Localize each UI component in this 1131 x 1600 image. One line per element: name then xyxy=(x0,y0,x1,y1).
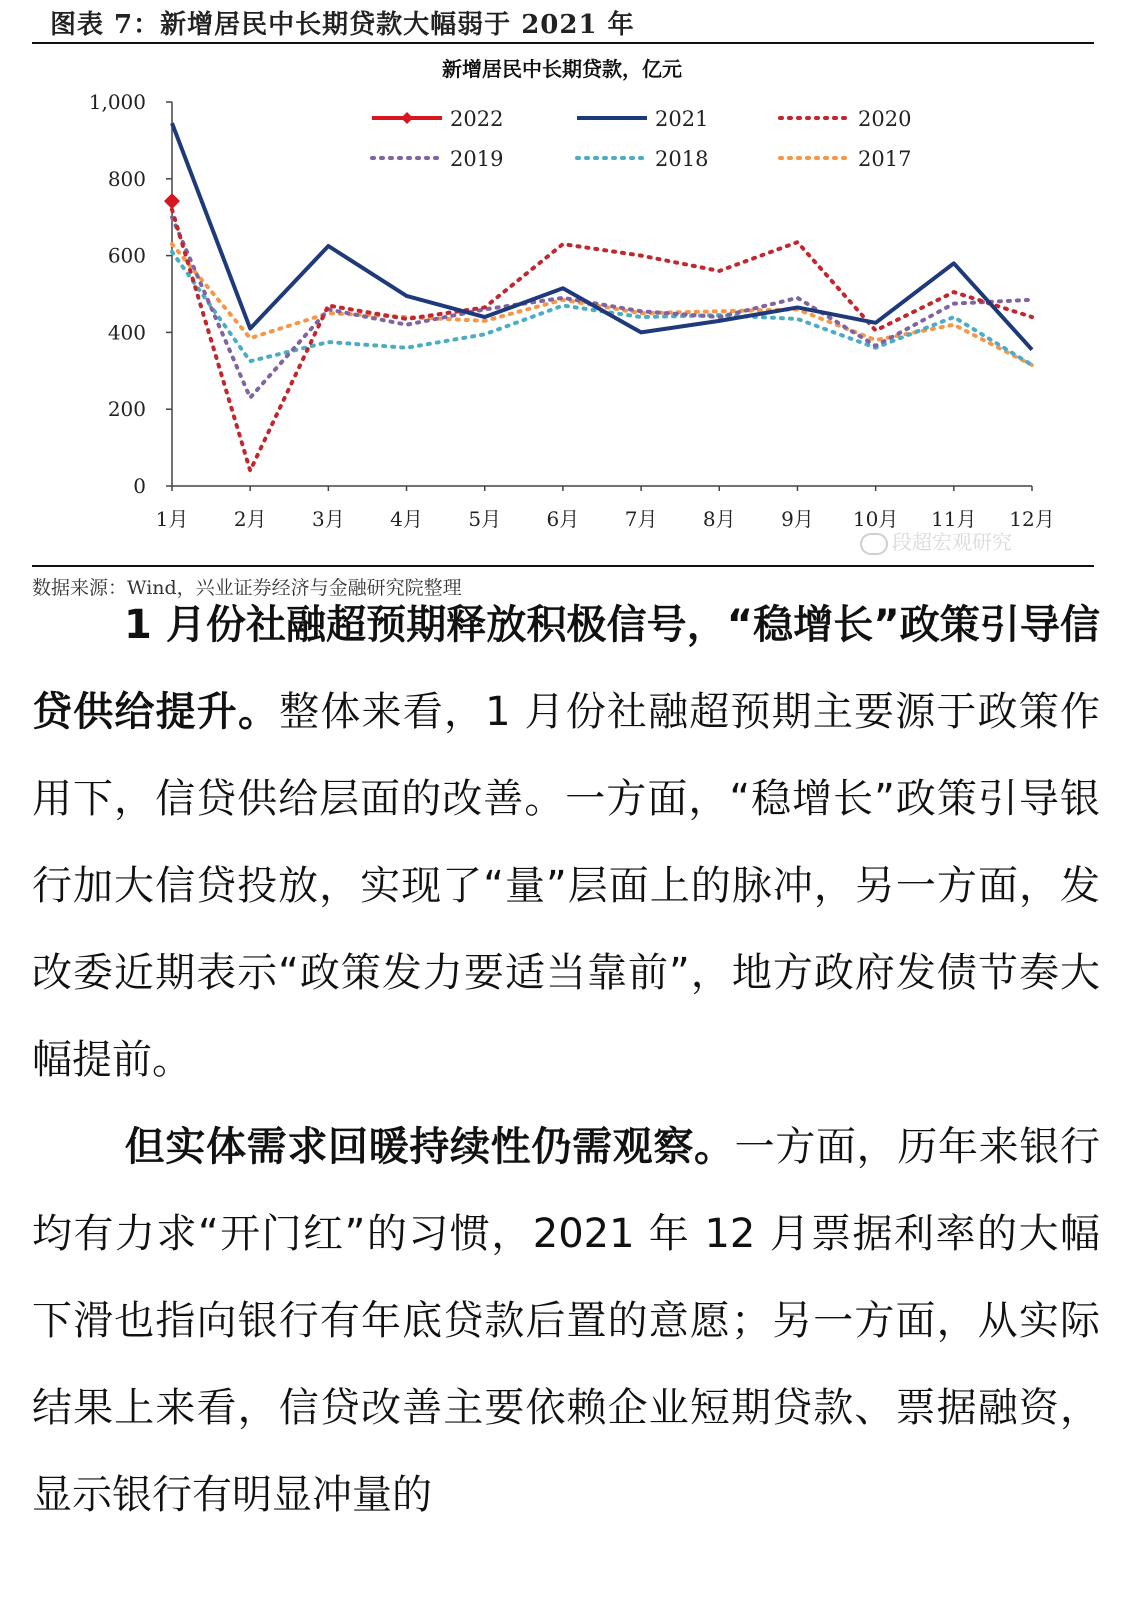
legend-label-2019: 2019 xyxy=(450,147,504,171)
paragraph-2-body: 一方面，历年来银行均有力求“开门红”的习惯，2021 年 12 月票据利率的大幅下滑也指向银行有年底贷款后置的意愿；另一方面，从实际结果上来看，信贷改善主要依赖企业短期贷款、票据融资，显示银行有明显冲量的 xyxy=(32,1124,1101,1518)
wechat-icon xyxy=(860,533,888,555)
x-tick-label: 10月 xyxy=(852,507,899,531)
paragraph-2 xyxy=(32,1104,1100,1539)
x-tick-label: 6月 xyxy=(546,507,580,531)
x-tick-label: 1月 xyxy=(155,507,189,531)
legend-label-2021: 2021 xyxy=(655,107,709,131)
legend-label-2017: 2017 xyxy=(858,147,912,171)
y-tick-label: 800 xyxy=(107,166,146,191)
figure-bottom-rule xyxy=(32,565,1094,567)
x-tick-label: 4月 xyxy=(390,507,423,531)
y-tick-label: 400 xyxy=(107,320,146,345)
paragraph-1 xyxy=(32,582,1100,1104)
legend-marker-2022 xyxy=(401,112,413,124)
watermark xyxy=(860,526,1012,555)
y-tick-label: 200 xyxy=(107,397,146,422)
line-chart xyxy=(32,46,1094,564)
y-tick-label: 600 xyxy=(107,243,146,268)
x-tick-label: 12月 xyxy=(1009,507,1055,531)
y-tick-label: 0 xyxy=(133,474,146,498)
paragraph-1-lead: 1 月份社融超预期释放积极信号，“稳增长”政策引导信贷供给提升。 xyxy=(32,602,1100,735)
figure-source: 数据来源：Wind，兴业证券经济与金融研究院整理 xyxy=(32,577,462,599)
chart-title: 新增居民中长期贷款，亿元 xyxy=(442,57,682,81)
x-tick-label: 3月 xyxy=(311,507,345,531)
legend-label-2022: 2022 xyxy=(450,107,504,131)
paragraph-1-body: 整体来看，1 月份社融超预期主要源于政策作用下，信贷供给层面的改善。一方面，“稳增长”政策引导银行加大信贷投放，实现了“量”层面上的脉冲，另一方面，发改委近期表示“政策发力要适当靠前”，地方政府发债节奏大幅提前。 xyxy=(32,689,1101,1083)
x-tick-label: 7月 xyxy=(624,507,658,531)
x-tick-label: 2月 xyxy=(233,507,267,531)
series-2019-line xyxy=(172,217,1032,397)
x-tick-label: 5月 xyxy=(468,507,502,531)
watermark-text: 段超宏观研究 xyxy=(892,530,1012,554)
x-tick-label: 8月 xyxy=(702,507,736,531)
figure-title: 图表 7：新增居民中长期贷款大幅弱于 2021 年 xyxy=(50,10,635,40)
legend-label-2020: 2020 xyxy=(858,107,912,131)
figure-top-rule xyxy=(32,42,1094,44)
x-tick-label: 11月 xyxy=(931,507,977,531)
legend-label-2018: 2018 xyxy=(655,147,709,171)
x-tick-label: 9月 xyxy=(781,507,814,531)
paragraph-2-lead: 但实体需求回暖持续性仍需观察。 xyxy=(124,1124,735,1170)
y-tick-label: 1,000 xyxy=(88,90,146,114)
series-2022-point xyxy=(164,193,180,209)
